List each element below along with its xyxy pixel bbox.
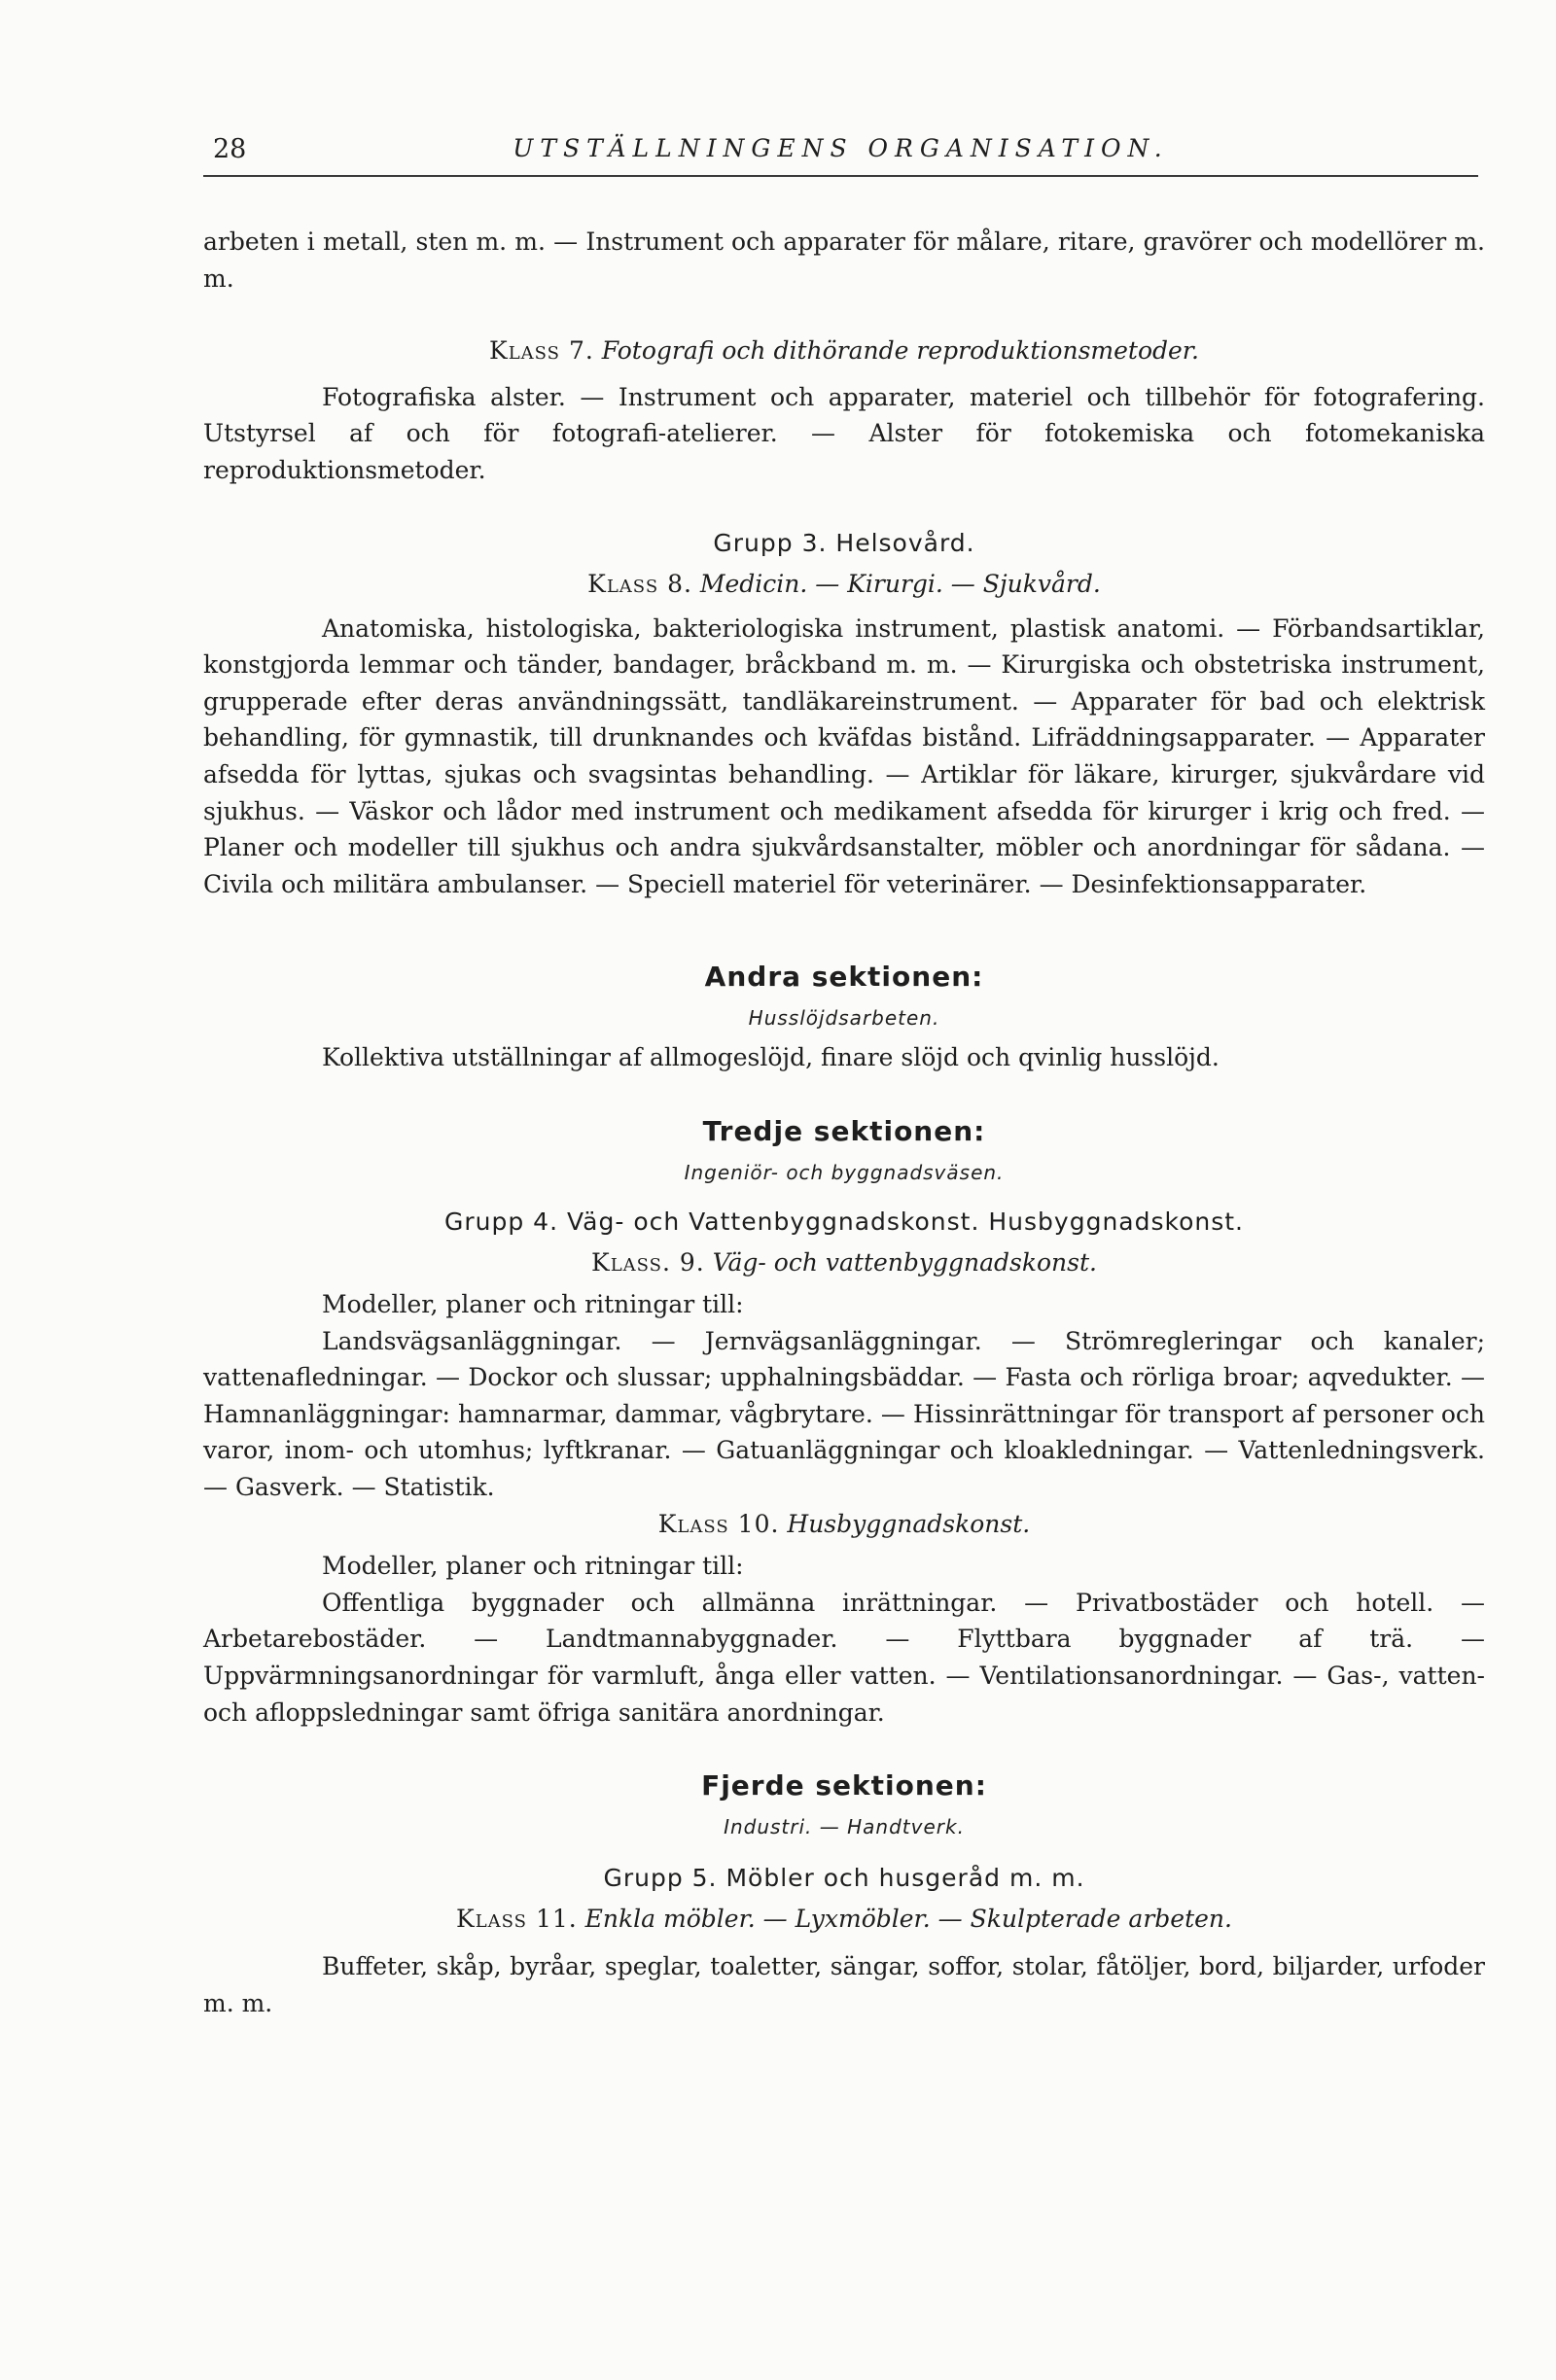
grupp-4-title: Väg- och Vattenbyggnadskonst. Husbyggnadskonst. xyxy=(567,1207,1244,1236)
grupp-4-heading xyxy=(203,1204,1485,1241)
klass-9-label: Klass. 9. xyxy=(591,1247,705,1277)
klass-10-heading xyxy=(203,1506,1485,1543)
klass-9-intro: Modeller, planer och ritningar till: xyxy=(322,1290,744,1319)
intro-paragraph: arbeten i metall, sten m. m. — Instrument och apparater för målare, ritare, gravörer och modellörer m. m. xyxy=(203,228,1485,293)
klass-8-title: Medicin. — Kirurgi. — Sjukvård. xyxy=(699,569,1101,598)
klass-7-title: Fotografi och dithörande reproduktionsmetoder. xyxy=(601,336,1199,365)
fjerde-sektionen-title: Fjerde sektionen: xyxy=(701,1769,987,1802)
fjerde-sektionen-subtitle: Industri. — Handtverk. xyxy=(724,1815,965,1839)
andra-sektionen-paragraph: Kollektiva utställningar af allmogeslöjd, finare slöjd och qvinlig husslöjd. xyxy=(322,1043,1220,1072)
klass-8-paragraph: Anatomiska, histologiska, bakteriologiska instrument, plastisk anatomi. — Förbandsartiklar, konstgjorda lemmar och tänder, bandager, bråckband m. m. — Kirurgiska och obstetriska instrument, grupperade efter deras användningssätt, tandläkareinstrument. — Apparater för bad och elektrisk behandling, för gymnastik, till drunknandes och kväfdas bistånd. Lifräddningsapparater. — Apparater afsedda för lyttas, sjukas och svagsintas behandling. — Artiklar för läkare, kirurger, sjukvårdare vid sjukhus. — Väskor och lådor med instrument och medikament afsedda för kirurger i krig och fred. — Planer och modeller till sjukhus och andra sjukvårdsanstalter, möbler och anordningar för sådana. — Civila och militära ambulanser. — Speciell materiel för veterinärer. — Desinfektionsapparater. xyxy=(203,613,1485,898)
klass-7-heading xyxy=(203,332,1485,369)
klass-9-title: Väg- och vattenbyggnadskonst. xyxy=(712,1247,1097,1277)
klass-10-intro: Modeller, planer och ritningar till: xyxy=(322,1552,744,1581)
klass-7-paragraph: Fotografiska alster. — Instrument och apparater, materiel och tillbehör för fotografering. Utstyrsel af och för fotografi-atelierer. — Alster för fotokemiska och fotomekaniska reproduktionsmetoder. xyxy=(203,382,1485,484)
page-body xyxy=(203,224,1485,2022)
grupp-5-label: Grupp 5. xyxy=(603,1864,718,1893)
klass-10-title: Husbyggnadskonst. xyxy=(787,1509,1031,1538)
klass-9-heading xyxy=(203,1244,1485,1281)
klass-8-label: Klass 8. xyxy=(587,569,692,598)
klass-8-heading xyxy=(203,566,1485,603)
tredje-sektionen-subtitle: Ingeniör- och byggnadsväsen. xyxy=(684,1160,1005,1184)
page-number: 28 xyxy=(213,134,247,164)
grupp-3-title: Helsovård. xyxy=(835,529,975,558)
grupp-3-heading xyxy=(203,525,1485,562)
klass-7-label: Klass 7. xyxy=(489,336,594,365)
andra-sektionen-title: Andra sektionen: xyxy=(704,961,984,994)
klass-11-label: Klass 11. xyxy=(456,1904,578,1933)
grupp-4-label: Grupp 4. xyxy=(444,1207,559,1236)
klass-9-paragraph: Landsvägsanläggningar. — Jernvägsanläggningar. — Strömregleringar och kanaler; vattenafledningar. — Dockor och slussar; upphalningsbäddar. — Fasta och rörliga broar; aqvedukter. — Hamnanläggningar: hamnarmar, dammar, vågbrytare. — Hissinrättningar för transport af personer och varor, inom- och utomhus; lyftkranar. — Gatuanläggningar och kloakledningar. — Vattenledningsverk. — Gasverk. — Statistik. xyxy=(203,1326,1485,1502)
klass-11-paragraph: Buffeter, skåp, byråar, speglar, toaletter, sängar, soffor, stolar, fåtöljer, bord, biljarder, urfoder m. m. xyxy=(203,1952,1485,2017)
running-title: UTSTÄLLNINGENS ORGANISATION. xyxy=(513,134,1169,162)
andra-sektionen-subtitle: Husslöjdsarbeten. xyxy=(748,1006,940,1031)
klass-10-label: Klass 10. xyxy=(657,1509,780,1538)
klass-10-paragraph: Offentliga byggnader och allmänna inrättningar. — Privatbostäder och hotell. — Arbetarebostäder. — Landtmannabyggnader. — Flyttbara byggnader af trä. — Uppvärmningsanordningar för varmluft, ånga eller vatten. — Ventilationsanordningar. — Gas-, vatten- och afloppsledningar samt öfriga sanitära anordningar. xyxy=(203,1588,1485,1727)
grupp-3-label: Grupp 3. xyxy=(713,529,828,558)
klass-11-heading xyxy=(203,1901,1485,1938)
tredje-sektionen-title: Tredje sektionen: xyxy=(702,1114,986,1147)
grupp-5-heading xyxy=(203,1860,1485,1897)
klass-11-title: Enkla möbler. — Lyxmöbler. — Skulpterade arbeten. xyxy=(584,1904,1232,1933)
grupp-5-title: Möbler och husgeråd m. m. xyxy=(725,1864,1085,1893)
page-header xyxy=(203,117,1478,177)
